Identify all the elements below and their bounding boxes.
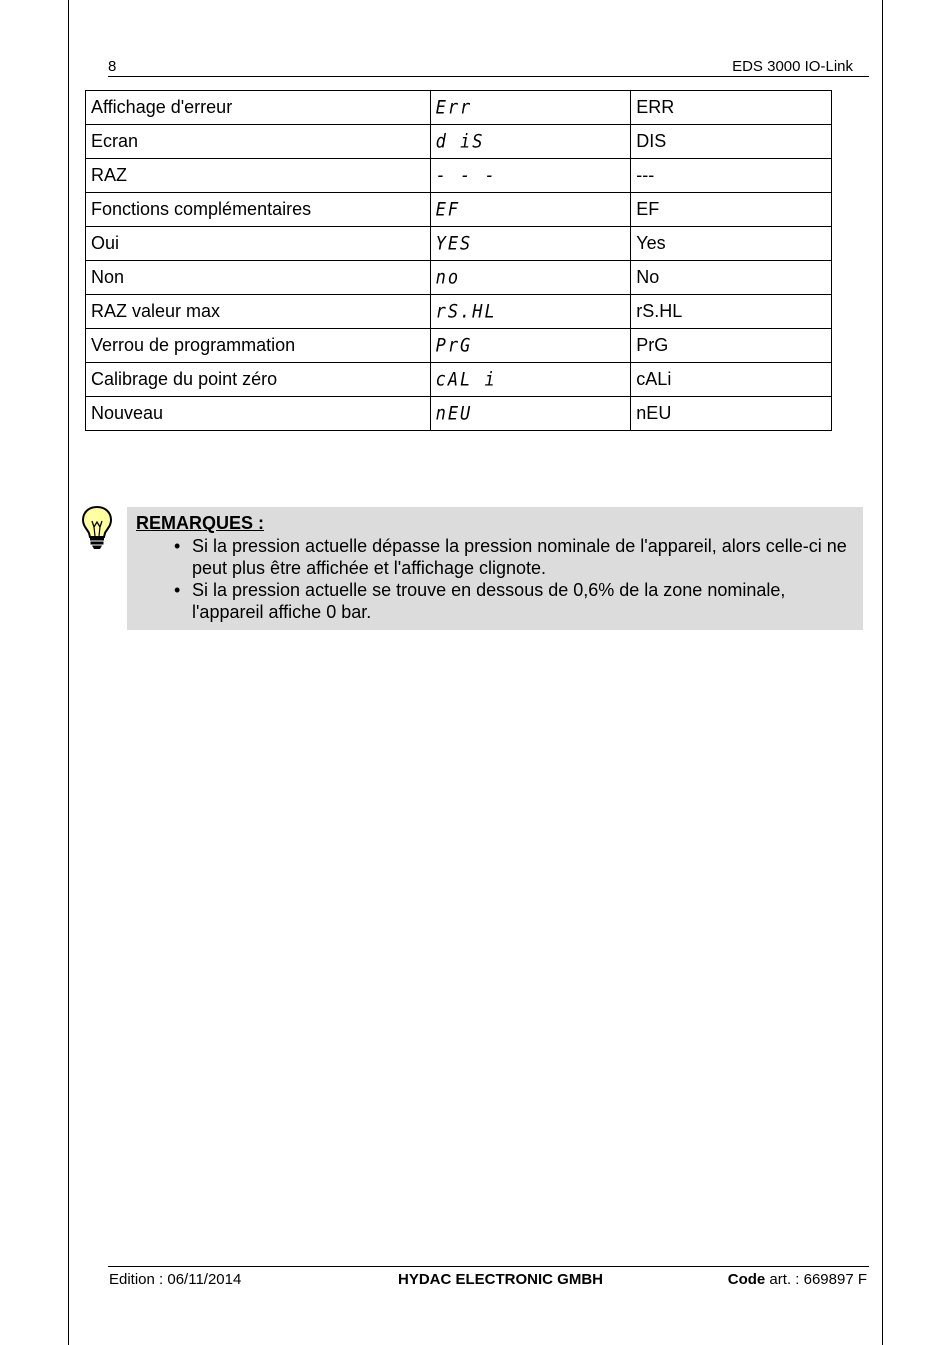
- table-row: [86, 295, 832, 329]
- row-label: Verrou de programmation: [86, 329, 431, 363]
- row-text: EF: [631, 193, 832, 227]
- page-border-left: [68, 0, 69, 1345]
- page-header: [108, 57, 869, 77]
- row-display-code: YES: [430, 227, 631, 261]
- row-label: Fonctions complémentaires: [86, 193, 431, 227]
- remark-text: Si la pression actuelle se trouve en dessous de 0,6% de la zone nominale, l'appareil affiche 0 bar.: [192, 580, 786, 622]
- table-row: [86, 261, 832, 295]
- row-text: ERR: [631, 91, 832, 125]
- row-text: No: [631, 261, 832, 295]
- row-text: PrG: [631, 329, 832, 363]
- table-row: [86, 159, 832, 193]
- page-footer: [108, 1266, 869, 1291]
- lightbulb-icon: [80, 505, 114, 551]
- row-label: Nouveau: [86, 397, 431, 431]
- row-text: rS.HL: [631, 295, 832, 329]
- row-label: Affichage d'erreur: [86, 91, 431, 125]
- display-codes-table: [85, 90, 832, 431]
- row-label: RAZ: [86, 159, 431, 193]
- row-display-code: EF: [430, 193, 631, 227]
- row-display-code: rS.HL: [430, 295, 631, 329]
- row-text: Yes: [631, 227, 832, 261]
- row-text: nEU: [631, 397, 832, 431]
- remark-text: Si la pression actuelle dépasse la pression nominale de l'appareil, alors celle-ci ne peut plus être affichée et l'affichage clignote.: [192, 536, 847, 578]
- table-row: [86, 193, 832, 227]
- list-item: [136, 535, 854, 579]
- page-number: 8: [108, 58, 117, 75]
- row-display-code: PrG: [430, 329, 631, 363]
- row-label: Non: [86, 261, 431, 295]
- table-row: [86, 397, 832, 431]
- row-label: Ecran: [86, 125, 431, 159]
- row-display-code: d iS: [430, 125, 631, 159]
- row-text: cALi: [631, 363, 832, 397]
- row-display-code: nEU: [430, 397, 631, 431]
- edition-date: Edition : 06/11/2014: [109, 1271, 242, 1288]
- page-border-right: [882, 0, 883, 1345]
- row-label: RAZ valeur max: [86, 295, 431, 329]
- row-text: ---: [631, 159, 832, 193]
- table-row: [86, 91, 832, 125]
- row-label: Oui: [86, 227, 431, 261]
- remarks-box: [127, 507, 863, 630]
- bullet: •: [174, 536, 181, 556]
- remarks-list: [136, 535, 854, 623]
- article-code: Code art. : 669897 F: [727, 1271, 867, 1288]
- remarks-title: REMARQUES :: [136, 513, 265, 533]
- list-item: [136, 579, 854, 623]
- bullet: •: [174, 580, 181, 600]
- row-display-code: - - -: [430, 159, 631, 193]
- row-text: DIS: [631, 125, 832, 159]
- row-label: Calibrage du point zéro: [86, 363, 431, 397]
- table-row: [86, 363, 832, 397]
- document-title: EDS 3000 IO-Link: [732, 58, 853, 75]
- row-display-code: cAL i: [430, 363, 631, 397]
- company-name: HYDAC ELECTRONIC GMBH: [398, 1271, 603, 1288]
- row-display-code: no: [430, 261, 631, 295]
- table-row: [86, 125, 832, 159]
- table-row: [86, 227, 832, 261]
- table-row: [86, 329, 832, 363]
- row-display-code: Err: [430, 91, 631, 125]
